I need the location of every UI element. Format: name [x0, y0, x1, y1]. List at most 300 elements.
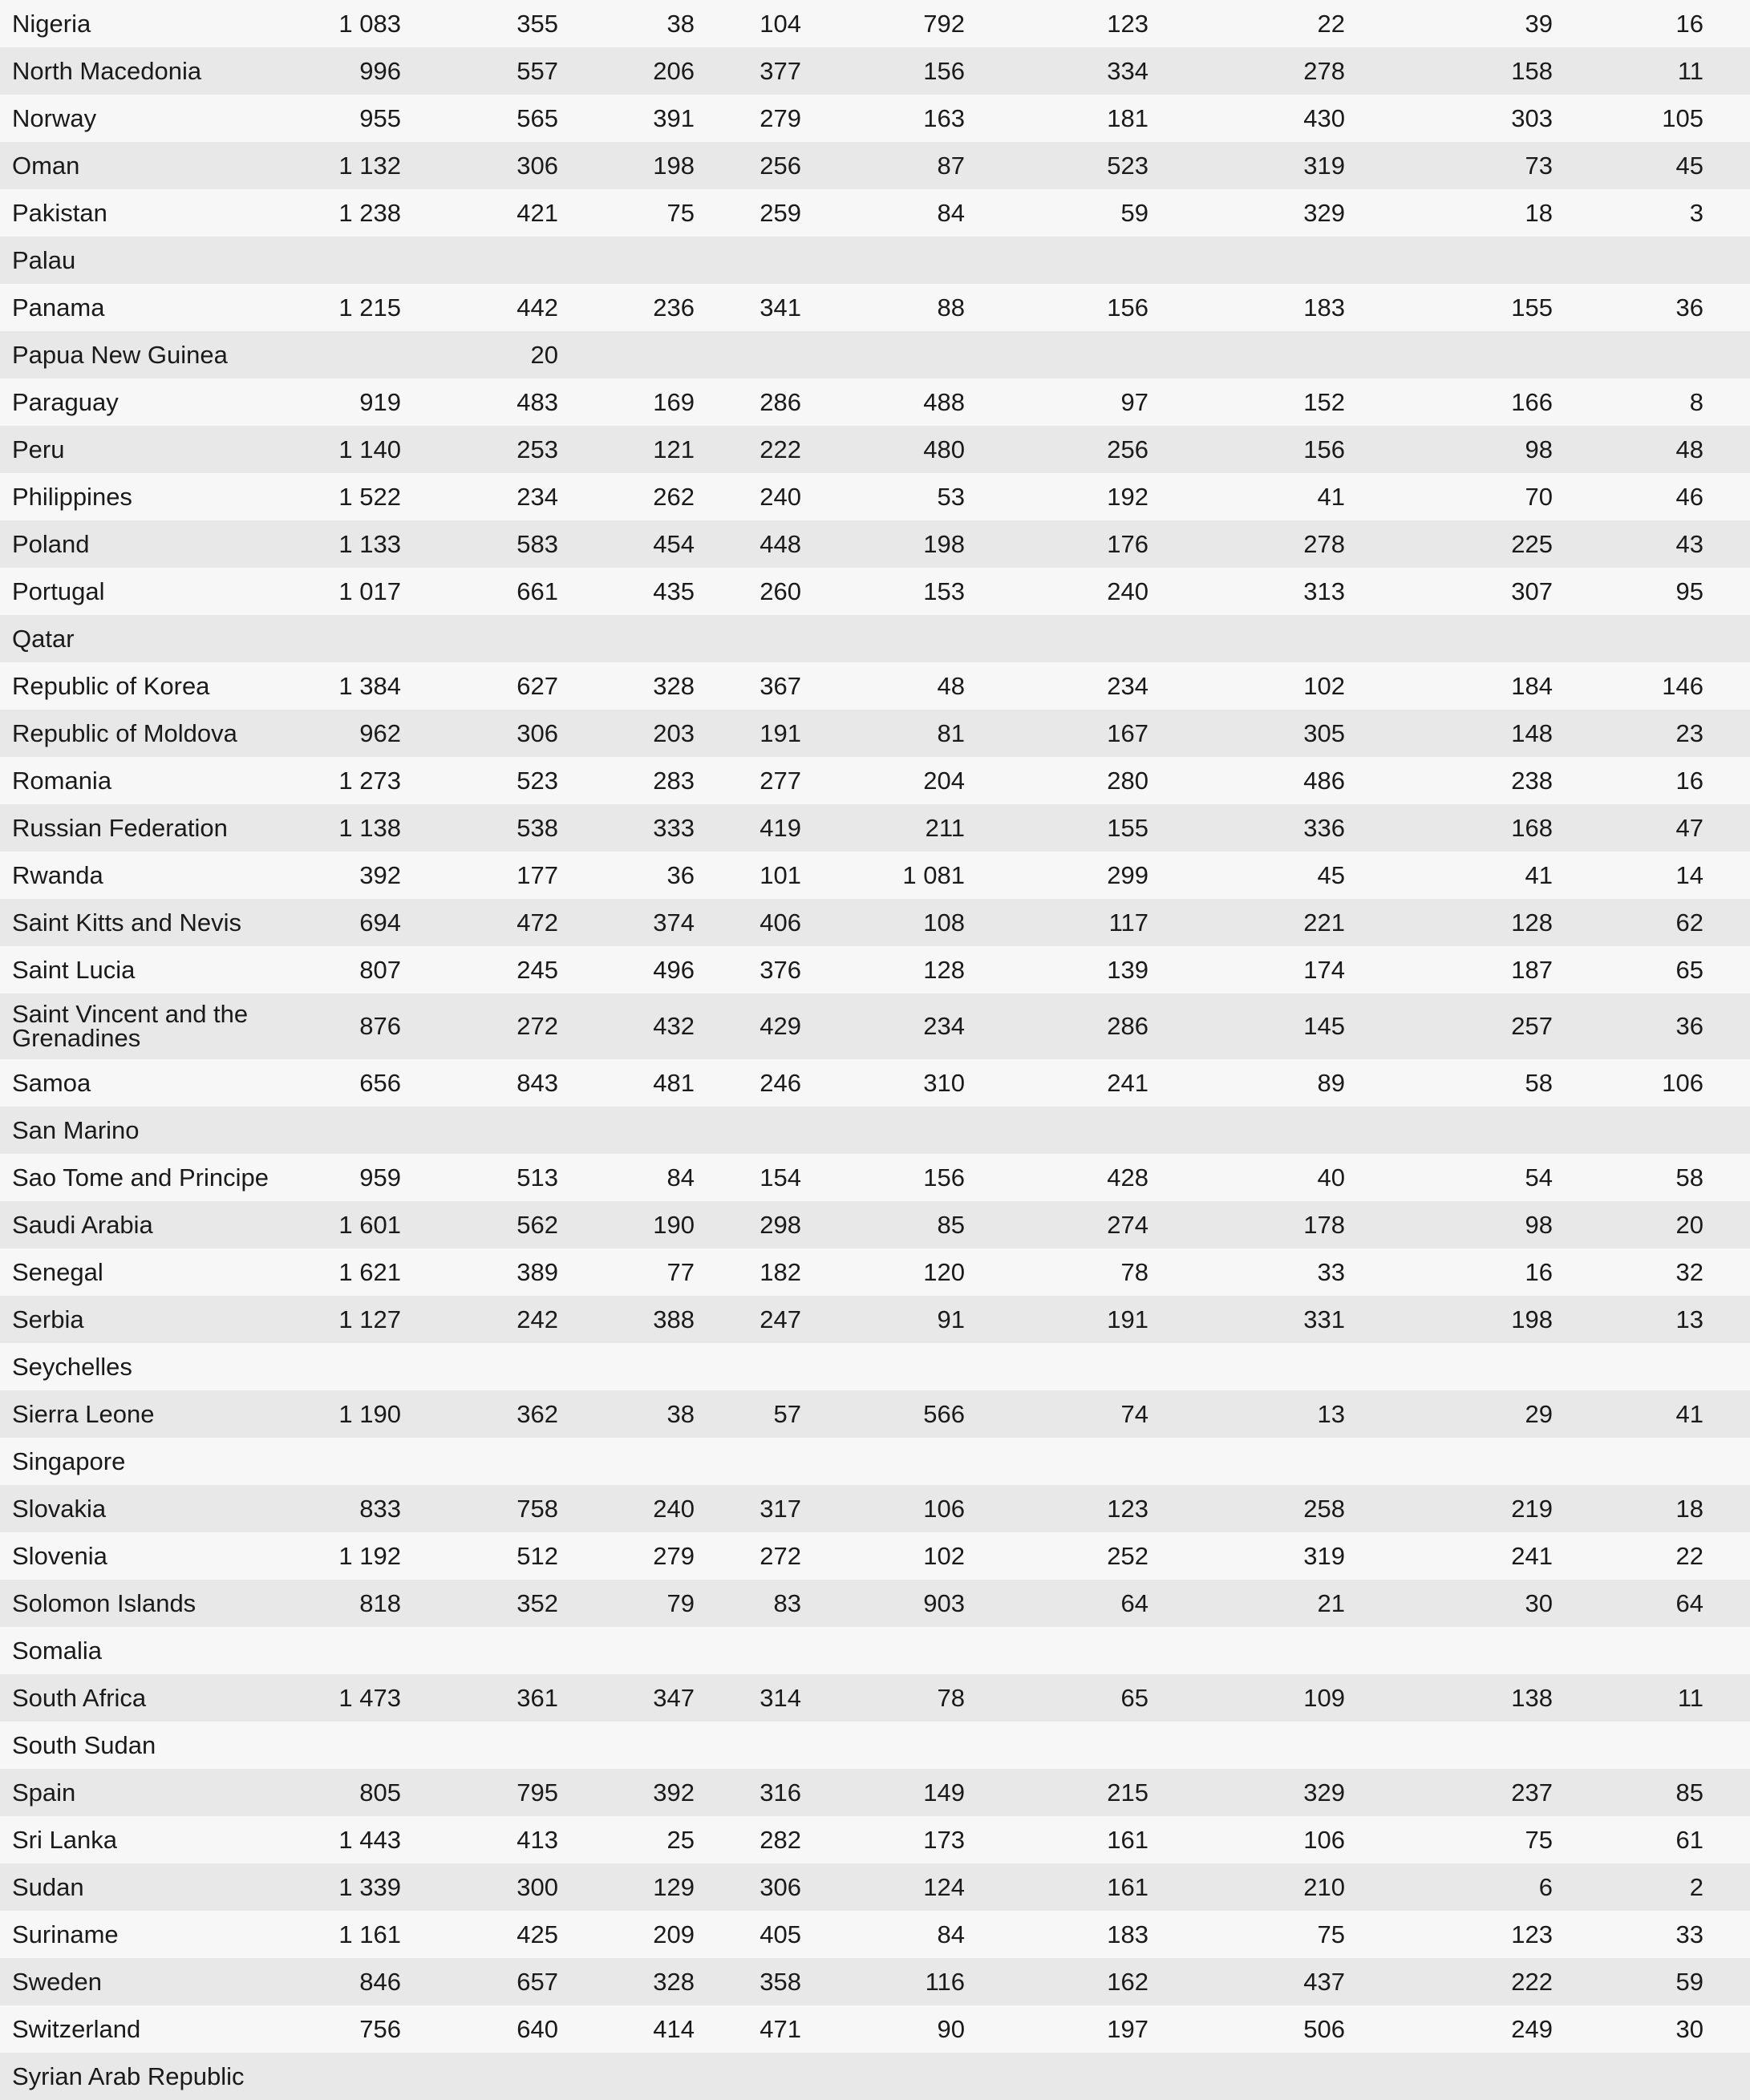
value-cell-col-6: 59 — [965, 189, 1148, 237]
value-cell-col-5: 53 — [801, 473, 965, 520]
row-end-spacer — [1703, 237, 1750, 284]
row-end-spacer — [1703, 0, 1750, 47]
country-name-cell: Rwanda — [0, 852, 297, 899]
value-cell-col-9: 13 — [1553, 1296, 1703, 1343]
value-cell-col-2 — [401, 1627, 558, 1674]
country-name-cell: Panama — [0, 284, 297, 331]
value-cell-col-4: 277 — [695, 757, 801, 804]
value-cell-col-2: 20 — [401, 331, 558, 378]
value-cell-col-3: 392 — [558, 1769, 695, 1816]
value-cell-col-7: 278 — [1148, 520, 1345, 568]
table-row — [0, 1343, 1750, 1390]
value-cell-col-8: 16 — [1345, 1248, 1553, 1296]
value-cell-col-3: 347 — [558, 1674, 695, 1722]
value-cell-col-1: 1 140 — [297, 426, 401, 473]
value-cell-col-2: 306 — [401, 142, 558, 189]
value-cell-col-5 — [801, 1722, 965, 1769]
value-cell-col-8: 166 — [1345, 378, 1553, 426]
value-cell-col-5: 211 — [801, 804, 965, 852]
value-cell-col-7: 305 — [1148, 710, 1345, 757]
value-cell-col-3: 198 — [558, 142, 695, 189]
table-row — [0, 1248, 1750, 1296]
value-cell-col-9 — [1553, 237, 1703, 284]
value-cell-col-4: 182 — [695, 1248, 801, 1296]
value-cell-col-9 — [1553, 1107, 1703, 1154]
value-cell-col-4 — [695, 2053, 801, 2100]
row-end-spacer — [1703, 710, 1750, 757]
value-cell-col-3 — [558, 1107, 695, 1154]
value-cell-col-2: 627 — [401, 662, 558, 710]
row-end-spacer — [1703, 899, 1750, 946]
value-cell-col-6: 197 — [965, 2005, 1148, 2053]
value-cell-col-5: 90 — [801, 2005, 965, 2053]
value-cell-col-8: 6 — [1345, 1863, 1553, 1911]
value-cell-col-1: 876 — [297, 993, 401, 1059]
value-cell-col-3: 454 — [558, 520, 695, 568]
value-cell-col-4: 104 — [695, 0, 801, 47]
value-cell-col-9 — [1553, 1343, 1703, 1390]
country-name-cell: Sudan — [0, 1863, 297, 1911]
row-end-spacer — [1703, 1390, 1750, 1438]
table-row — [0, 993, 1750, 1059]
value-cell-col-8: 18 — [1345, 189, 1553, 237]
value-cell-col-3 — [558, 1438, 695, 1485]
value-cell-col-4 — [695, 1438, 801, 1485]
value-cell-col-4 — [695, 331, 801, 378]
value-cell-col-9: 30 — [1553, 2005, 1703, 2053]
value-cell-col-8: 222 — [1345, 1958, 1553, 2005]
value-cell-col-1: 1 017 — [297, 568, 401, 615]
value-cell-col-1: 955 — [297, 95, 401, 142]
value-cell-col-5: 149 — [801, 1769, 965, 1816]
row-end-spacer — [1703, 1958, 1750, 2005]
value-cell-col-6: 181 — [965, 95, 1148, 142]
value-cell-col-3 — [558, 331, 695, 378]
country-name-cell: San Marino — [0, 1107, 297, 1154]
table-row — [0, 2005, 1750, 2053]
row-end-spacer — [1703, 378, 1750, 426]
table-row — [0, 189, 1750, 237]
value-cell-col-4: 57 — [695, 1390, 801, 1438]
value-cell-col-9: 18 — [1553, 1485, 1703, 1532]
value-cell-col-5 — [801, 237, 965, 284]
value-cell-col-9: 2 — [1553, 1863, 1703, 1911]
table-row — [0, 95, 1750, 142]
value-cell-col-1 — [297, 1438, 401, 1485]
country-name-cell: Portugal — [0, 568, 297, 615]
table-row — [0, 473, 1750, 520]
value-cell-col-7: 106 — [1148, 1816, 1345, 1863]
value-cell-col-3: 435 — [558, 568, 695, 615]
table-row — [0, 1154, 1750, 1201]
value-cell-col-5 — [801, 1107, 965, 1154]
value-cell-col-2: 413 — [401, 1816, 558, 1863]
value-cell-col-5: 85 — [801, 1201, 965, 1248]
value-cell-col-2: 355 — [401, 0, 558, 47]
value-cell-col-7: 152 — [1148, 378, 1345, 426]
country-name-cell: Samoa — [0, 1059, 297, 1107]
value-cell-col-3: 203 — [558, 710, 695, 757]
value-cell-col-1: 1 384 — [297, 662, 401, 710]
value-cell-col-5 — [801, 615, 965, 662]
value-cell-col-8: 158 — [1345, 47, 1553, 95]
value-cell-col-7: 319 — [1148, 142, 1345, 189]
value-cell-col-9: 33 — [1553, 1911, 1703, 1958]
value-cell-col-2: 513 — [401, 1154, 558, 1201]
country-name-cell: Pakistan — [0, 189, 297, 237]
country-name-cell: Sweden — [0, 1958, 297, 2005]
value-cell-col-7 — [1148, 331, 1345, 378]
value-cell-col-5 — [801, 1438, 965, 1485]
value-cell-col-4: 298 — [695, 1201, 801, 1248]
value-cell-col-3 — [558, 615, 695, 662]
table-row — [0, 47, 1750, 95]
value-cell-col-7: 486 — [1148, 757, 1345, 804]
value-cell-col-1: 962 — [297, 710, 401, 757]
table-row — [0, 237, 1750, 284]
value-cell-col-7: 178 — [1148, 1201, 1345, 1248]
row-end-spacer — [1703, 142, 1750, 189]
value-cell-col-4: 83 — [695, 1580, 801, 1627]
value-cell-col-5: 120 — [801, 1248, 965, 1296]
value-cell-col-7: 313 — [1148, 568, 1345, 615]
value-cell-col-8: 155 — [1345, 284, 1553, 331]
value-cell-col-9 — [1553, 615, 1703, 662]
value-cell-col-7: 102 — [1148, 662, 1345, 710]
row-end-spacer — [1703, 1816, 1750, 1863]
row-end-spacer — [1703, 662, 1750, 710]
value-cell-col-2: 483 — [401, 378, 558, 426]
value-cell-col-9: 59 — [1553, 1958, 1703, 2005]
value-cell-col-4 — [695, 237, 801, 284]
value-cell-col-1: 1 339 — [297, 1863, 401, 1911]
value-cell-col-5: 124 — [801, 1863, 965, 1911]
value-cell-col-2 — [401, 615, 558, 662]
value-cell-col-3: 75 — [558, 189, 695, 237]
value-cell-col-4 — [695, 1107, 801, 1154]
value-cell-col-8: 54 — [1345, 1154, 1553, 1201]
value-cell-col-9: 14 — [1553, 852, 1703, 899]
table-row — [0, 1863, 1750, 1911]
value-cell-col-9: 95 — [1553, 568, 1703, 615]
value-cell-col-6 — [965, 237, 1148, 284]
value-cell-col-7 — [1148, 237, 1345, 284]
row-end-spacer — [1703, 189, 1750, 237]
value-cell-col-3: 38 — [558, 1390, 695, 1438]
value-cell-col-8: 184 — [1345, 662, 1553, 710]
value-cell-col-3: 414 — [558, 2005, 695, 2053]
value-cell-col-9: 45 — [1553, 142, 1703, 189]
value-cell-col-2 — [401, 1722, 558, 1769]
row-end-spacer — [1703, 1674, 1750, 1722]
value-cell-col-8: 238 — [1345, 757, 1553, 804]
value-cell-col-8: 70 — [1345, 473, 1553, 520]
value-cell-col-9: 11 — [1553, 1674, 1703, 1722]
value-cell-col-3: 25 — [558, 1816, 695, 1863]
value-cell-col-1: 1 621 — [297, 1248, 401, 1296]
value-cell-col-7: 174 — [1148, 946, 1345, 993]
value-cell-col-7: 430 — [1148, 95, 1345, 142]
value-cell-col-6: 167 — [965, 710, 1148, 757]
value-cell-col-3: 77 — [558, 1248, 695, 1296]
value-cell-col-1: 807 — [297, 946, 401, 993]
row-end-spacer — [1703, 1107, 1750, 1154]
table-row — [0, 1296, 1750, 1343]
value-cell-col-6: 286 — [965, 993, 1148, 1059]
value-cell-col-1: 1 161 — [297, 1911, 401, 1958]
value-cell-col-8: 198 — [1345, 1296, 1553, 1343]
row-end-spacer — [1703, 426, 1750, 473]
table-row — [0, 1769, 1750, 1816]
country-name-cell: Slovenia — [0, 1532, 297, 1580]
country-name-cell: Switzerland — [0, 2005, 297, 2053]
value-cell-col-2: 557 — [401, 47, 558, 95]
country-name-cell: South Sudan — [0, 1722, 297, 1769]
value-cell-col-1: 1 083 — [297, 0, 401, 47]
value-cell-col-3: 388 — [558, 1296, 695, 1343]
value-cell-col-2: 300 — [401, 1863, 558, 1911]
value-cell-col-5: 116 — [801, 1958, 965, 2005]
value-cell-col-6: 234 — [965, 662, 1148, 710]
value-cell-col-8: 257 — [1345, 993, 1553, 1059]
value-cell-col-6: 64 — [965, 1580, 1148, 1627]
value-cell-col-5: 310 — [801, 1059, 965, 1107]
value-cell-col-5: 204 — [801, 757, 965, 804]
country-name-cell: Sao Tome and Principe — [0, 1154, 297, 1201]
country-name-cell: Somalia — [0, 1627, 297, 1674]
country-name-cell: Seychelles — [0, 1343, 297, 1390]
value-cell-col-1 — [297, 1343, 401, 1390]
table-row — [0, 426, 1750, 473]
value-cell-col-1 — [297, 331, 401, 378]
value-cell-col-4: 256 — [695, 142, 801, 189]
table-row — [0, 1059, 1750, 1107]
value-cell-col-8 — [1345, 1627, 1553, 1674]
value-cell-col-9: 146 — [1553, 662, 1703, 710]
value-cell-col-3: 481 — [558, 1059, 695, 1107]
value-cell-col-9: 46 — [1553, 473, 1703, 520]
value-cell-col-4 — [695, 1627, 801, 1674]
value-cell-col-9: 105 — [1553, 95, 1703, 142]
table-row — [0, 1674, 1750, 1722]
value-cell-col-3: 496 — [558, 946, 695, 993]
value-cell-col-2: 538 — [401, 804, 558, 852]
value-cell-col-1: 1 127 — [297, 1296, 401, 1343]
value-cell-col-9: 16 — [1553, 757, 1703, 804]
value-cell-col-2: 640 — [401, 2005, 558, 2053]
value-cell-col-6: 117 — [965, 899, 1148, 946]
row-end-spacer — [1703, 1627, 1750, 1674]
value-cell-col-5: 198 — [801, 520, 965, 568]
value-cell-col-8: 138 — [1345, 1674, 1553, 1722]
value-cell-col-4: 429 — [695, 993, 801, 1059]
table-row — [0, 1816, 1750, 1863]
value-cell-col-4: 317 — [695, 1485, 801, 1532]
value-cell-col-1: 1 132 — [297, 142, 401, 189]
value-cell-col-5: 84 — [801, 1911, 965, 1958]
value-cell-col-3: 279 — [558, 1532, 695, 1580]
country-name-cell: Papua New Guinea — [0, 331, 297, 378]
value-cell-col-1: 818 — [297, 1580, 401, 1627]
value-cell-col-3: 328 — [558, 662, 695, 710]
value-cell-col-9: 106 — [1553, 1059, 1703, 1107]
value-cell-col-2 — [401, 1343, 558, 1390]
value-cell-col-1: 833 — [297, 1485, 401, 1532]
value-cell-col-6: 183 — [965, 1911, 1148, 1958]
table-row — [0, 0, 1750, 47]
country-name-cell: Poland — [0, 520, 297, 568]
country-name-cell: Nigeria — [0, 0, 297, 47]
value-cell-col-6: 97 — [965, 378, 1148, 426]
value-cell-col-2: 389 — [401, 1248, 558, 1296]
row-end-spacer — [1703, 1154, 1750, 1201]
value-cell-col-9: 43 — [1553, 520, 1703, 568]
value-cell-col-2: 523 — [401, 757, 558, 804]
value-cell-col-4: 191 — [695, 710, 801, 757]
value-cell-col-1: 959 — [297, 1154, 401, 1201]
value-cell-col-2: 425 — [401, 1911, 558, 1958]
value-cell-col-1: 1 215 — [297, 284, 401, 331]
value-cell-col-5: 903 — [801, 1580, 965, 1627]
value-cell-col-7: 278 — [1148, 47, 1345, 95]
table-row — [0, 899, 1750, 946]
value-cell-col-3 — [558, 2053, 695, 2100]
value-cell-col-6: 161 — [965, 1863, 1148, 1911]
value-cell-col-6: 280 — [965, 757, 1148, 804]
value-cell-col-7: 45 — [1148, 852, 1345, 899]
value-cell-col-7 — [1148, 615, 1345, 662]
value-cell-col-8: 219 — [1345, 1485, 1553, 1532]
value-cell-col-3: 283 — [558, 757, 695, 804]
table-row — [0, 710, 1750, 757]
value-cell-col-8 — [1345, 331, 1553, 378]
row-end-spacer — [1703, 331, 1750, 378]
value-cell-col-3 — [558, 237, 695, 284]
value-cell-col-6: 192 — [965, 473, 1148, 520]
value-cell-col-1: 756 — [297, 2005, 401, 2053]
value-cell-col-6 — [965, 1438, 1148, 1485]
value-cell-col-4 — [695, 1343, 801, 1390]
value-cell-col-8: 98 — [1345, 1201, 1553, 1248]
value-cell-col-1: 1 473 — [297, 1674, 401, 1722]
value-cell-col-1: 1 443 — [297, 1816, 401, 1863]
value-cell-col-4: 246 — [695, 1059, 801, 1107]
value-cell-col-4: 240 — [695, 473, 801, 520]
value-cell-col-5: 88 — [801, 284, 965, 331]
value-cell-col-3: 262 — [558, 473, 695, 520]
value-cell-col-8 — [1345, 237, 1553, 284]
value-cell-col-4: 282 — [695, 1816, 801, 1863]
value-cell-col-1: 846 — [297, 1958, 401, 2005]
table-row — [0, 1958, 1750, 2005]
value-cell-col-1: 694 — [297, 899, 401, 946]
value-cell-col-4: 376 — [695, 946, 801, 993]
value-cell-col-6: 139 — [965, 946, 1148, 993]
value-cell-col-5: 81 — [801, 710, 965, 757]
table-row — [0, 852, 1750, 899]
value-cell-col-3: 79 — [558, 1580, 695, 1627]
value-cell-col-4: 316 — [695, 1769, 801, 1816]
row-end-spacer — [1703, 993, 1750, 1059]
value-cell-col-2: 177 — [401, 852, 558, 899]
value-cell-col-4: 286 — [695, 378, 801, 426]
value-cell-col-7: 331 — [1148, 1296, 1345, 1343]
value-cell-col-6: 428 — [965, 1154, 1148, 1201]
value-cell-col-2: 843 — [401, 1059, 558, 1107]
row-end-spacer — [1703, 757, 1750, 804]
country-name-cell: Saudi Arabia — [0, 1201, 297, 1248]
value-cell-col-9 — [1553, 1438, 1703, 1485]
value-cell-col-7: 109 — [1148, 1674, 1345, 1722]
value-cell-col-7: 329 — [1148, 189, 1345, 237]
value-cell-col-6 — [965, 1722, 1148, 1769]
value-cell-col-9: 23 — [1553, 710, 1703, 757]
country-name-cell: Republic of Korea — [0, 662, 297, 710]
value-cell-col-2: 583 — [401, 520, 558, 568]
row-end-spacer — [1703, 615, 1750, 662]
value-cell-col-3: 391 — [558, 95, 695, 142]
value-cell-col-3 — [558, 1627, 695, 1674]
value-cell-col-5: 84 — [801, 189, 965, 237]
value-cell-col-8: 73 — [1345, 142, 1553, 189]
value-cell-col-2: 758 — [401, 1485, 558, 1532]
value-cell-col-2: 512 — [401, 1532, 558, 1580]
country-name-cell: North Macedonia — [0, 47, 297, 95]
value-cell-col-8: 75 — [1345, 1816, 1553, 1863]
value-cell-col-1 — [297, 615, 401, 662]
value-cell-col-5: 488 — [801, 378, 965, 426]
country-name-cell: Singapore — [0, 1438, 297, 1485]
value-cell-col-7: 21 — [1148, 1580, 1345, 1627]
value-cell-col-4: 377 — [695, 47, 801, 95]
value-cell-col-7: 41 — [1148, 473, 1345, 520]
value-cell-col-6: 241 — [965, 1059, 1148, 1107]
table-row — [0, 662, 1750, 710]
value-cell-col-5: 91 — [801, 1296, 965, 1343]
table-row — [0, 757, 1750, 804]
table-row — [0, 1201, 1750, 1248]
value-cell-col-6: 252 — [965, 1532, 1148, 1580]
value-cell-col-2: 562 — [401, 1201, 558, 1248]
table-row — [0, 2053, 1750, 2100]
value-cell-col-2: 362 — [401, 1390, 558, 1438]
value-cell-col-2: 242 — [401, 1296, 558, 1343]
value-cell-col-5: 792 — [801, 0, 965, 47]
value-cell-col-7 — [1148, 1438, 1345, 1485]
value-cell-col-5: 234 — [801, 993, 965, 1059]
value-cell-col-4 — [695, 615, 801, 662]
value-cell-col-6: 156 — [965, 284, 1148, 331]
value-cell-col-6 — [965, 2053, 1148, 2100]
value-cell-col-9: 85 — [1553, 1769, 1703, 1816]
value-cell-col-8 — [1345, 2053, 1553, 2100]
table-row — [0, 142, 1750, 189]
value-cell-col-4: 272 — [695, 1532, 801, 1580]
table-row — [0, 520, 1750, 568]
value-cell-col-9 — [1553, 1722, 1703, 1769]
value-cell-col-6: 65 — [965, 1674, 1148, 1722]
value-cell-col-1 — [297, 1107, 401, 1154]
value-cell-col-1: 1 192 — [297, 1532, 401, 1580]
row-end-spacer — [1703, 2005, 1750, 2053]
value-cell-col-1: 1 190 — [297, 1390, 401, 1438]
row-end-spacer — [1703, 1580, 1750, 1627]
value-cell-col-1: 1 601 — [297, 1201, 401, 1248]
value-cell-col-7: 13 — [1148, 1390, 1345, 1438]
value-cell-col-2: 442 — [401, 284, 558, 331]
value-cell-col-3: 169 — [558, 378, 695, 426]
country-name-cell: Romania — [0, 757, 297, 804]
